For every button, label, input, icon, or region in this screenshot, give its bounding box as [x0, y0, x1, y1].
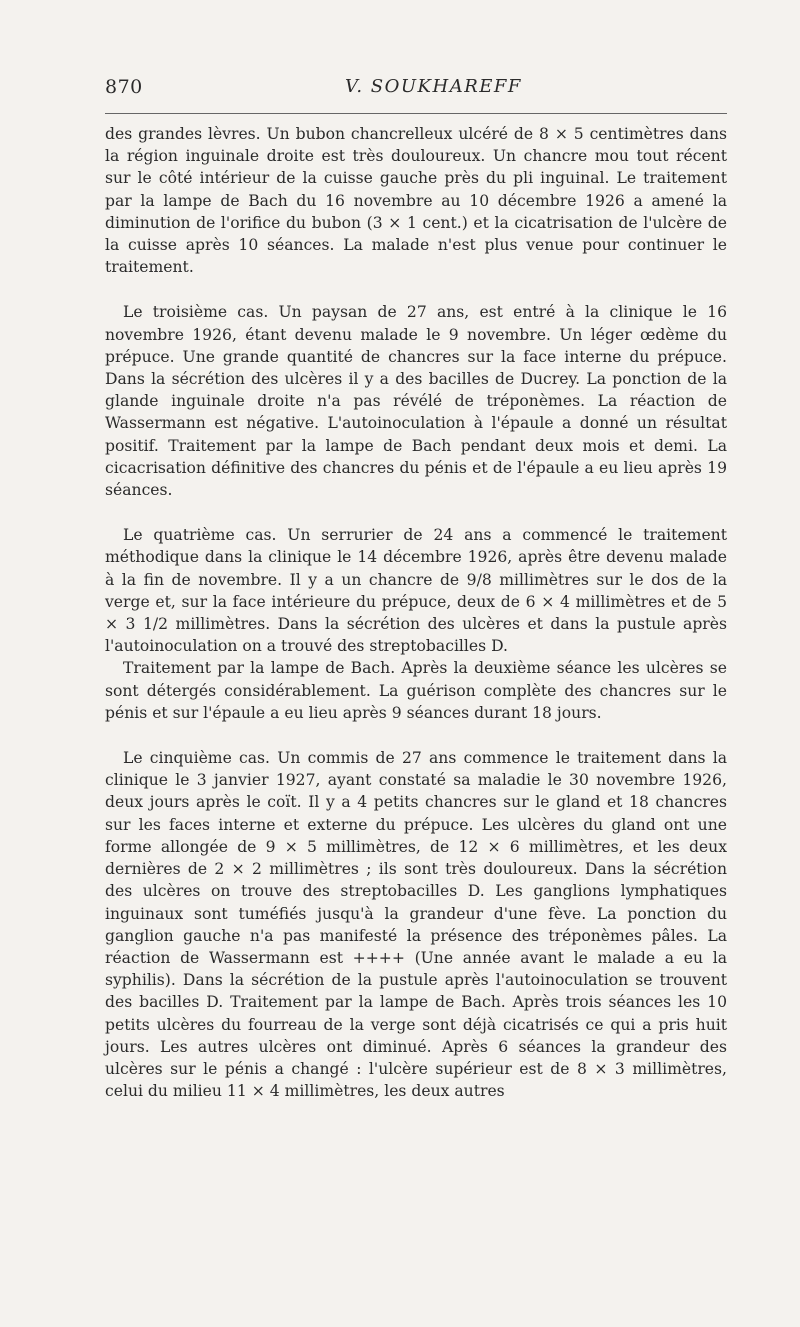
paragraph-traitement: Traitement par la lampe de Bach. Après la deuxième séance les ulcères se sont détergés considérablement. La guérison complète des chancres sur le pénis et sur l'épaule a eu lieu après 9 séances durant 18 jours.: [105, 659, 727, 722]
running-head: V. SOUKHAREFF: [345, 76, 522, 97]
paragraph-continuation: des grandes lèvres. Un bubon chancrelleux ulcéré de 8 × 5 centimètres dans la région inguinale droite est très douloureux. Un chancre mou tout récent sur le côté intérieur de la cuisse gauche près du pli inguinal. Le traitement par la lampe de Bach du 16 novembre au 10 décembre 1926 a amené la diminution de l'orifice du bubon (3 × 1 cent.) et la cicatrisation de l'ulcère de la cuisse après 10 séances. La malade n'est plus venue pour continuer le traitement.: [105, 125, 727, 277]
page-number: 870: [105, 76, 143, 98]
header-rule: [105, 113, 727, 114]
paragraph-quatrieme-cas: Le quatrième cas. Un serrurier de 24 ans a commencé le traitement méthodique dans la clinique le 14 décembre 1926, après être devenu malade à la fin de novembre. Il y a un chancre de 9/8 millimètres sur le dos de la verge et, sur la face intérieure du prépuce, deux de 6 × 4 millimètres et de 5 × 3 1/2 millimètres. Dans la sécrétion des ulcères et dans la pustule après l'autoinoculation on a trouvé des streptobacilles D.: [105, 526, 727, 656]
page-header: [105, 76, 727, 104]
body-text: [105, 123, 727, 1102]
paragraph-troisieme-cas: Le troisième cas. Un paysan de 27 ans, est entré à la clinique le 16 novembre 1926, étant devenu malade le 9 novembre. Un léger œdème du prépuce. Une grande quantité de chancres sur la face interne du prépuce. Dans la sécrétion des ulcères il y a des bacilles de Ducrey. La ponction de la glande inguinale droite n'a pas révélé de tréponèmes. La réaction de Wassermann est négative. L'autoinoculation à l'épaule a donné un résultat positif. Traitement par la lampe de Bach pendant deux mois et demi. La cicacrisation définitive des chancres du pénis et de l'épaule a eu lieu après 19 séances.: [105, 303, 727, 500]
paragraph-cinquieme-cas: Le cinquième cas. Un commis de 27 ans commence le traitement dans la clinique le 3 janvier 1927, ayant constaté sa maladie le 30 novembre 1926, deux jours après le coït. Il y a 4 petits chancres sur le gland et 18 chancres sur les faces interne et externe du prépuce. Les ulcères du gland ont une forme allongée de 9 × 5 millimètres, de 12 × 6 millimètres, et les deux dernières de 2 × 2 millimètres ; ils sont très douloureux. Dans la sécrétion des ulcères on trouve des streptobacilles D. Les ganglions lymphatiques inguinaux sont tuméfiés jusqu'à la grandeur d'une fève. La ponction du ganglion gauche n'a pas manifesté la présence des tréponèmes pâles. La réaction de Wassermann est ++++ (Une année avant le malade a eu la syphilis). Dans la sécrétion de la pustule après l'autoinoculation se trouvent des bacilles D. Traitement par la lampe de Bach. Après trois séances les 10 petits ulcères du fourreau de la verge sont déjà cicatrisés ce qui a pris huit jours. Les autres ulcères ont diminué. Après 6 séances la grandeur des ulcères sur le pénis a changé : l'ulcère supérieur est de 8 × 3 millimètres, celui du milieu 11 × 4 millimètres, les deux autres: [105, 749, 727, 1101]
